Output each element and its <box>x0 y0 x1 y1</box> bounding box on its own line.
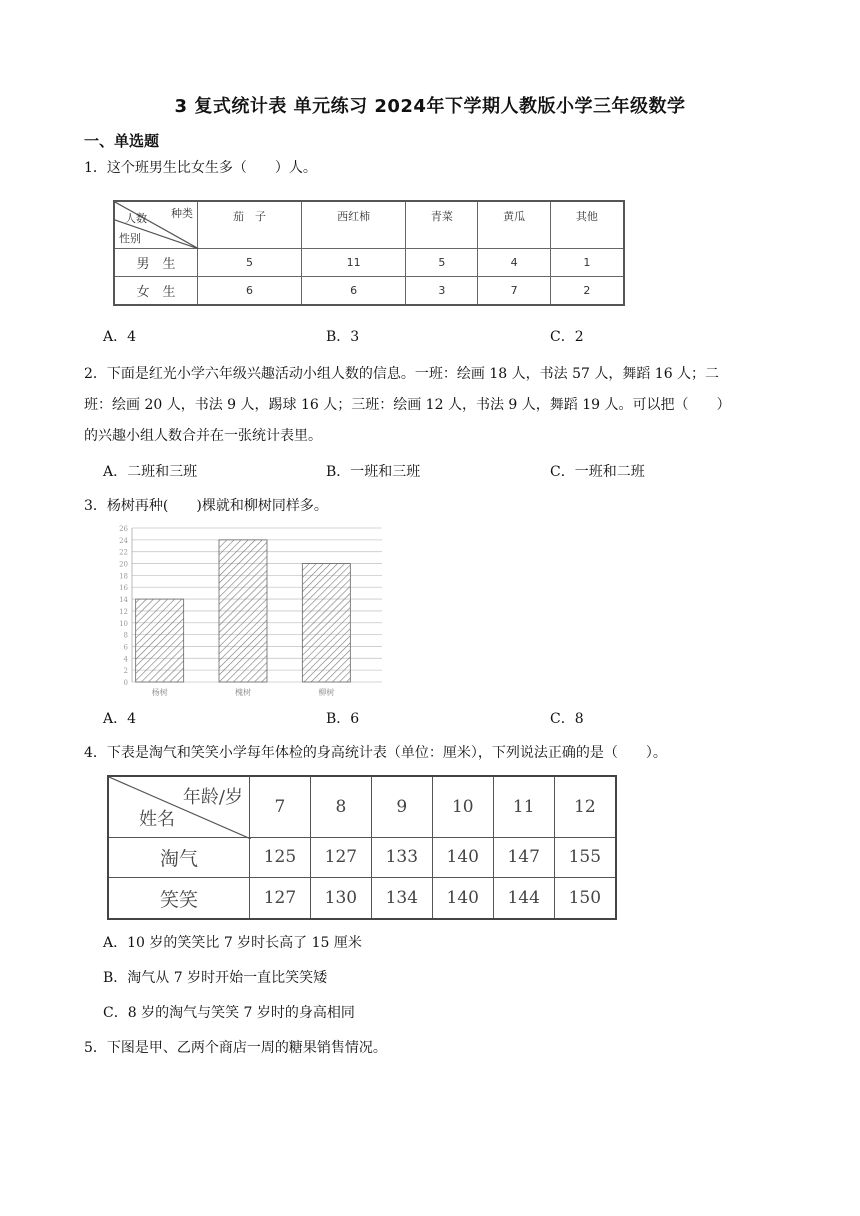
option-c[interactable]: C．8 岁的淘气与笑笑 7 岁时的身高相同 <box>103 1005 355 1021</box>
question-4-text: 4．下表是淘气和笑笑小学每年体检的身高统计表（单位：厘米），下列说法正确的是（ ）。 <box>84 745 667 761</box>
table-cell: 5 <box>198 248 302 276</box>
section-heading: 一、单选题 <box>84 132 160 150</box>
table-cell: 6 <box>302 276 406 305</box>
y-tick-label: 12 <box>119 607 128 616</box>
option-c[interactable]: C．8 <box>550 711 584 727</box>
x-tick-label: 柳树 <box>318 688 335 697</box>
y-tick-label: 22 <box>119 548 128 557</box>
column-header: 12 <box>554 776 616 837</box>
page-title: 3 复式统计表 单元练习 2024年下学期人教版小学三年级数学 <box>174 96 686 117</box>
bar <box>136 599 184 682</box>
table-cell: 134 <box>371 878 432 919</box>
table-cell: 155 <box>554 837 616 878</box>
table-cell: 127 <box>310 837 371 878</box>
table-cell: 2 <box>550 276 624 305</box>
corner-label-name: 姓名 <box>139 808 175 830</box>
y-tick-label: 0 <box>123 679 128 687</box>
y-tick-label: 8 <box>123 631 128 640</box>
table-cell: 4 <box>478 248 550 276</box>
option-a[interactable]: A．4 <box>103 711 137 727</box>
table-cell: 150 <box>554 878 616 919</box>
y-tick-label: 16 <box>119 584 128 593</box>
table-cell: 7 <box>478 276 550 305</box>
y-tick-label: 24 <box>119 536 128 545</box>
column-header: 黄瓜 <box>478 201 550 248</box>
table-row <box>114 248 624 276</box>
table-cell: 125 <box>250 837 311 878</box>
y-tick-label: 20 <box>119 560 128 569</box>
column-header: 9 <box>371 776 432 837</box>
question-3-text: 3．杨树再种( )棵就和柳树同样多。 <box>84 498 328 514</box>
table-cell: 3 <box>406 276 478 305</box>
corner-label-age: 年龄/岁 <box>182 787 243 808</box>
table-cell: 144 <box>493 878 554 919</box>
question-1-text: 1．这个班男生比女生多（ ）人。 <box>84 160 317 176</box>
column-header: 茄 子 <box>198 201 302 248</box>
question-5-text: 5．下图是甲、乙两个商店一周的糖果销售情况。 <box>84 1040 387 1056</box>
bar <box>302 564 350 682</box>
option-b[interactable]: B．淘气从 7 岁时开始一直比笑笑矮 <box>103 970 328 986</box>
row-label: 淘气 <box>108 837 250 878</box>
table-cell: 147 <box>493 837 554 878</box>
option-b[interactable]: B．一班和三班 <box>326 464 421 480</box>
column-header: 7 <box>250 776 311 837</box>
question-2-line-2: 班：绘画 20 人，书法 9 人，踢球 16 人；三班：绘画 12 人，书法 9 人，舞蹈 19 人。可以把（ ） <box>84 397 731 413</box>
table-cell: 1 <box>550 248 624 276</box>
corner-label-type: 种类 <box>171 207 193 220</box>
column-header: 10 <box>432 776 493 837</box>
bar-chart <box>110 522 390 702</box>
x-tick-label: 槐树 <box>235 688 251 697</box>
question-1-table <box>113 200 625 306</box>
table-cell: 133 <box>371 837 432 878</box>
column-header: 西红柿 <box>302 201 406 248</box>
option-b[interactable]: B．6 <box>326 711 360 727</box>
y-tick-label: 2 <box>123 667 128 676</box>
table-corner-header <box>114 201 198 248</box>
corner-label-gender: 性别 <box>119 231 141 245</box>
corner-label-count: 人数 <box>125 212 147 225</box>
y-tick-label: 18 <box>119 572 128 581</box>
option-a[interactable]: A．二班和三班 <box>103 464 198 480</box>
table-cell: 127 <box>250 878 311 919</box>
table-cell: 140 <box>432 837 493 878</box>
column-header: 8 <box>310 776 371 837</box>
table-cell: 5 <box>406 248 478 276</box>
y-tick-label: 26 <box>119 525 128 533</box>
y-tick-label: 6 <box>123 643 128 652</box>
question-2-line-1: 2．下面是红光小学六年级兴趣活动小组人数的信息。一班：绘画 18 人，书法 57 人，舞蹈 16 人；二 <box>84 366 720 382</box>
row-label: 女 生 <box>114 276 198 305</box>
table-corner-header <box>108 776 250 837</box>
question-4-table <box>107 775 617 920</box>
bar <box>219 540 267 682</box>
column-header: 青菜 <box>406 201 478 248</box>
table-cell: 130 <box>310 878 371 919</box>
column-header: 其他 <box>550 201 624 248</box>
option-c[interactable]: C．2 <box>550 329 584 345</box>
option-a[interactable]: A．4 <box>103 329 137 345</box>
table-row <box>108 878 616 919</box>
table-cell: 6 <box>198 276 302 305</box>
y-tick-label: 14 <box>119 596 128 605</box>
table-cell: 140 <box>432 878 493 919</box>
y-tick-label: 10 <box>119 619 128 628</box>
table-row <box>108 837 616 878</box>
row-label: 男 生 <box>114 248 198 276</box>
column-header: 11 <box>493 776 554 837</box>
x-tick-label: 杨树 <box>151 688 168 697</box>
table-row <box>114 276 624 305</box>
option-c[interactable]: C．一班和二班 <box>550 464 645 480</box>
option-a[interactable]: A．10 岁的笑笑比 7 岁时长高了 15 厘米 <box>103 935 362 951</box>
y-tick-label: 4 <box>123 655 128 664</box>
table-cell: 11 <box>302 248 406 276</box>
row-label: 笑笑 <box>108 878 250 919</box>
option-b[interactable]: B．3 <box>326 329 360 345</box>
question-2-line-3: 的兴趣小组人数合并在一张统计表里。 <box>84 428 322 444</box>
